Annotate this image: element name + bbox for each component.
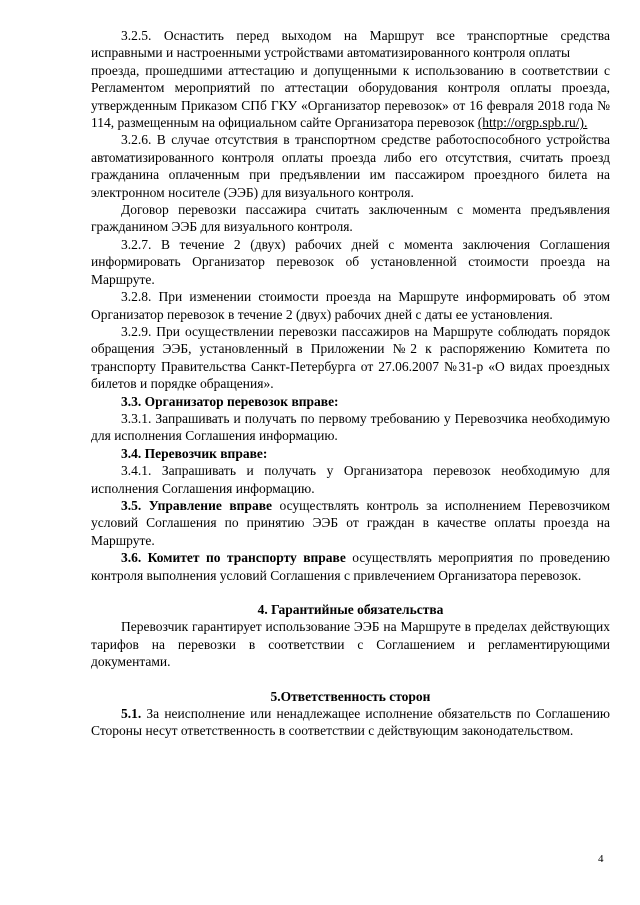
paragraph-3-5-text: осуществлять контроль за исполнением Перевозчиком условий Соглашения по принятию ЭЭБ от граждан в качестве оплаты проезда на Маршруте.	[91, 497, 610, 548]
paragraph-3-5	[91, 497, 610, 549]
paragraph-3-6-lead: 3.6. Комитет по транспорту вправе	[121, 550, 346, 566]
document-body	[91, 27, 610, 740]
heading-3-3: 3.3. Организатор перевозок вправе:	[121, 393, 339, 409]
paragraph-4: Перевозчик гарантирует использование ЭЭБ на Маршруте в пределах действующих тарифов на перевозки в соответствии с Соглашением и регламентирующими документами.	[91, 619, 610, 670]
paragraph-3-2-9: 3.2.9. При осуществлении перевозки пассажиров на Маршруте соблюдать порядок обращения ЭЭБ, установленный в Приложении №2 к распоряжению Комитета по транспорту Правительства Санкт-Петербурга от 27.06.2007 №31-р «О видах проездных билетов и порядке обращения».	[91, 323, 610, 392]
section-spacer	[91, 671, 610, 688]
paragraph-5-1-lead: 5.1.	[121, 706, 142, 722]
paragraph-3-2-8: 3.2.8. При изменении стоимости проезда на Маршруте информировать об этом Организатор перевозок в течение 2 (двух) рабочих дней с даты ее установления.	[91, 289, 610, 322]
paragraph-3-2-6-contract: Договор перевозки пассажира считать заключенным с момента предъявления гражданином ЭЭБ для визуального контроля.	[91, 202, 610, 235]
paragraph-3-6	[91, 549, 610, 584]
paragraph-3-6-text: осуществлять мероприятия по проведению контроля выполнения условий Соглашения с привлечением Организатора перевозок.	[91, 550, 610, 583]
orgp-website-link[interactable]: (http://orgp.spb.ru/).	[477, 115, 588, 131]
heading-section-4: 4. Гарантийные обязательства	[257, 602, 444, 617]
paragraph-3-5-lead: 3.5. Управление вправе	[121, 497, 272, 513]
paragraph-3-3-1: 3.3.1. Запрашивать и получать по первому требованию у Перевозчика необходимую для исполнения Соглашения информацию.	[91, 410, 610, 444]
paragraph-3-4-1: 3.4.1. Запрашивать и получать у Организатора перевозок необходимую для исполнения Соглашения информацию.	[91, 463, 610, 496]
heading-section-5: 5.Ответственность сторон	[270, 688, 431, 704]
paragraph-3-2-5-part1: 3.2.5. Оснастить перед выходом на Маршрут все транспортные средства исправными и настроенными устройствами автоматизированного контроля оплаты	[91, 28, 610, 61]
paragraph-3-2-5-part2	[91, 62, 610, 132]
page-number: 4	[598, 853, 604, 865]
paragraph-5-1	[91, 705, 610, 740]
section-spacer	[91, 584, 610, 601]
paragraph-3-2-6: 3.2.6. В случае отсутствия в транспортном средстве работоспособного устройства автоматизированного контроля оплаты проезда либо его отсутствия, считать проезд гражданина оплаченным при предъявлении им пассажиром проездного билета на электронном носителе (ЭЭБ) для визуального контроля.	[91, 132, 610, 200]
paragraph-3-2-5-text: проезда, прошедшими аттестацию и допущенными к использованию в соответствии с Регламентом мероприятий по аттестации оборудования контроля оплаты проезда, утвержденным Приказом СПб ГКУ «Организатор перевозок» от 16 февраля 2018 года № 114, размещенным на официальном сайте Организатора перевозок	[91, 62, 610, 131]
paragraph-5-1-text: За неисполнение или ненадлежащее исполнение обязательств по Соглашению Стороны несут ответственность в соответствии с действующим законодательством.	[91, 706, 610, 739]
heading-3-4: 3.4. Перевозчик вправе:	[121, 445, 268, 461]
paragraph-3-2-7: 3.2.7. В течение 2 (двух) рабочих дней с момента заключения Соглашения информировать Организатор перевозок об установленной стоимости проезда на Маршруте.	[91, 236, 610, 287]
